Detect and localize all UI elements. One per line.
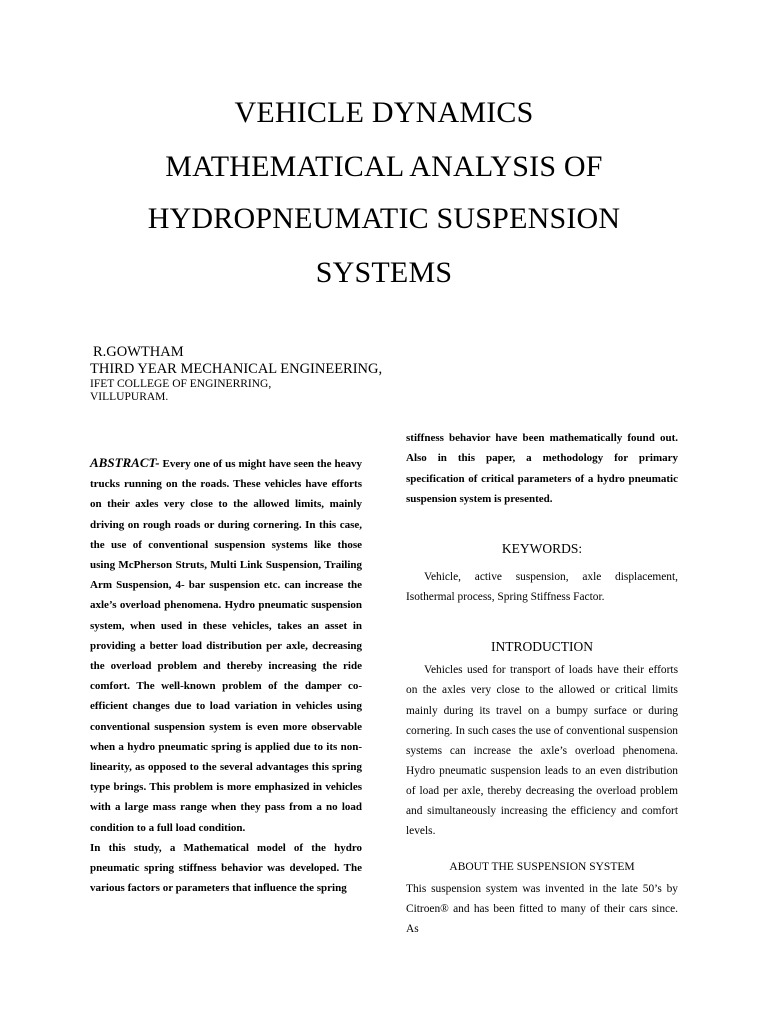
title-line-3: HYDROPNEUMATIC SUSPENSION [147, 202, 621, 235]
abstract-label: ABSTRACT- [90, 455, 160, 470]
keywords-heading: KEYWORDS: [501, 541, 583, 557]
author-college: IFET COLLEGE OF ENGINERRING, [90, 378, 272, 390]
author-department: THIRD YEAR MECHANICAL ENGINEERING, [90, 361, 383, 377]
abstract-paragraph-3: stiffness behavior have been mathematically found out. Also in this paper, a methodology for primary specification of critical parameters of a hydro pneumatic suspension system is presented. [406, 432, 678, 505]
left-column [90, 453, 362, 898]
keywords-text: Vehicle, active suspension, axle displacement, Isothermal process, Spring Stiffness Factor. [406, 571, 678, 604]
title-line-1: VEHICLE DYNAMICS [234, 96, 534, 129]
right-column [406, 428, 678, 940]
title-line-4: SYSTEMS [315, 256, 453, 289]
author-name: R.GOWTHAM [93, 344, 184, 360]
introduction-heading: INTRODUCTION [491, 639, 593, 655]
title-line-2: MATHEMATICAL ANALYSIS OF [165, 150, 603, 183]
about-heading: ABOUT THE SUSPENSION SYSTEM [449, 861, 635, 874]
about-text: This suspension system was invented in the late 50’s by Citroen® and has been fitted to many of their cars since. As [406, 883, 678, 936]
introduction-text: Vehicles used for transport of loads have their efforts on the axles very close to the allowed or critical limits mainly during its travel on a bumpy surface or during cornering. In such cases the use of conventional suspension systems can increase the axle’s overload phenomena. Hydro pneumatic suspension leads to an even distribution of load per axle, thereby decreasing the overload problem and simultaneously increasing the efficiency and comfort levels. [406, 664, 678, 838]
abstract-text-1: Every one of us might have seen the heavy trucks running on the roads. These vehicles have efforts on their axles very close to the allowed limits, mainly driving on rough roads or during cornering. In this case, the use of conventional suspension systems like those using McPherson Struts, Multi Link Suspension, Trailing Arm Suspension, 4- bar suspension etc. can increase the axle’s overload phenomena. Hydro pneumatic suspension system, when used in these vehicles, takes an asset in providing a better load distribution per axle, decreasing the overload problem and thereby increasing the ride comfort. The well-known problem of the damper co-efficient changes due to load variation in vehicles using conventional suspension system is even more observable when a hydro pneumatic spring is applied due to its non-linearity, as opposed to the several advantages this spring type brings. This problem is more emphasized in vehicles with a large mass range when they pass from a no load condition to a full load condition. [90, 458, 362, 834]
author-city: VILLUPURAM. [90, 391, 169, 403]
abstract-paragraph-2: In this study, a Mathematical model of the hydro pneumatic spring stiffness behavior was developed. The various factors or parameters that influence the spring [90, 841, 362, 895]
abstract-paragraph-1 [90, 453, 362, 838]
